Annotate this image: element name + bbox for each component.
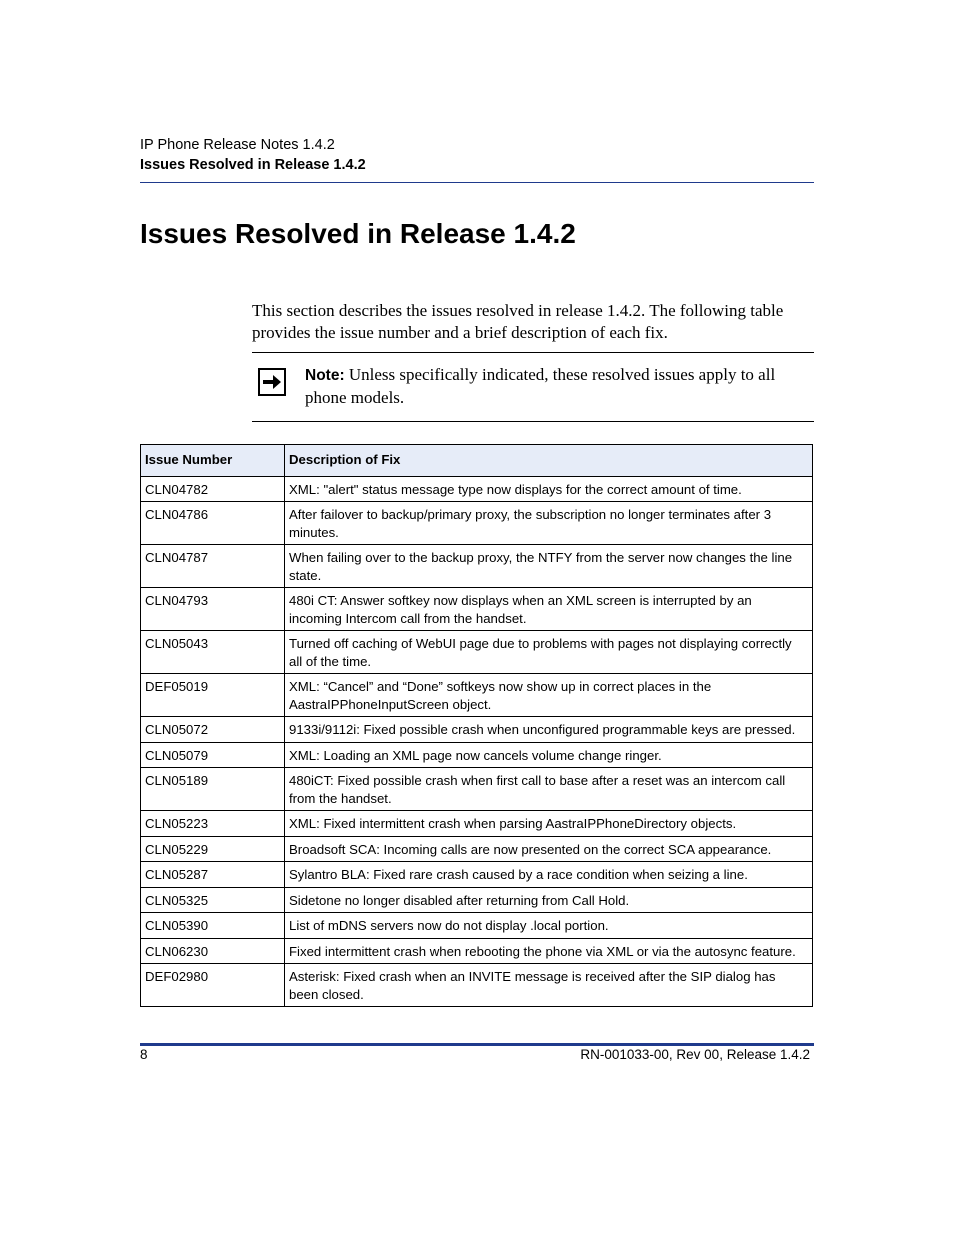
footer-divider — [140, 1043, 814, 1046]
description-cell: 480i CT: Answer softkey now displays when an XML screen is interrupted by an incoming Intercom call from the handset. — [285, 588, 813, 631]
table-row — [141, 631, 813, 674]
page-number: 8 — [140, 1047, 148, 1062]
table-row — [141, 887, 813, 913]
issue-number-cell: CLN05043 — [141, 631, 285, 674]
issue-number-cell: CLN04786 — [141, 502, 285, 545]
description-cell: Turned off caching of WebUI page due to problems with pages not displaying correctly all of the time. — [285, 631, 813, 674]
description-cell: XML: “Cancel” and “Done” softkeys now show up in correct places in the AastraIPPhoneInputScreen object. — [285, 674, 813, 717]
description-cell: Sidetone no longer disabled after returning from Call Hold. — [285, 887, 813, 913]
table-row — [141, 545, 813, 588]
table-row — [141, 836, 813, 862]
issue-number-cell: CLN05072 — [141, 717, 285, 743]
issue-number-cell: CLN04793 — [141, 588, 285, 631]
description-cell: Fixed intermittent crash when rebooting the phone via XML or via the autosync feature. — [285, 938, 813, 964]
description-cell: 480iCT: Fixed possible crash when first call to base after a reset was an intercom call from the handset. — [285, 768, 813, 811]
header-divider — [140, 182, 814, 183]
issue-number-cell: CLN04782 — [141, 476, 285, 502]
description-cell: After failover to backup/primary proxy, the subscription no longer terminates after 3 minutes. — [285, 502, 813, 545]
table-row — [141, 862, 813, 888]
issue-number-cell: CLN05325 — [141, 887, 285, 913]
header-section-title: Issues Resolved in Release 1.4.2 — [140, 157, 366, 173]
note — [305, 364, 810, 408]
issue-number-cell: CLN05189 — [141, 768, 285, 811]
intro-paragraph: This section describes the issues resolved in release 1.4.2. The following table provides the issue number and a brief description of each fix. — [252, 301, 784, 342]
issue-number-cell: CLN06230 — [141, 938, 285, 964]
issue-number-cell: CLN05223 — [141, 811, 285, 837]
description-cell: XML: Loading an XML page now cancels volume change ringer. — [285, 742, 813, 768]
issue-number-cell: CLN04787 — [141, 545, 285, 588]
issue-number-cell: CLN05287 — [141, 862, 285, 888]
note-divider-bottom — [252, 421, 814, 422]
table-row — [141, 674, 813, 717]
issues-table — [140, 444, 813, 1007]
note-label: Note: — [305, 367, 345, 384]
page-title: Issues Resolved in Release 1.4.2 — [140, 218, 576, 249]
table-row — [141, 768, 813, 811]
table-body — [141, 476, 813, 1007]
table-row — [141, 476, 813, 502]
doc-title: IP Phone Release Notes 1.4.2 — [140, 137, 335, 153]
table-row — [141, 811, 813, 837]
issue-number-cell: CLN05229 — [141, 836, 285, 862]
description-cell: XML: "alert" status message type now displays for the correct amount of time. — [285, 476, 813, 502]
issue-number-cell: CLN05390 — [141, 913, 285, 939]
document-reference: RN-001033-00, Rev 00, Release 1.4.2 — [580, 1047, 810, 1062]
column-header-description: Description of Fix — [285, 445, 813, 477]
table-row — [141, 717, 813, 743]
issue-number-cell: CLN05079 — [141, 742, 285, 768]
description-cell: 9133i/9112i: Fixed possible crash when unconfigured programmable keys are pressed. — [285, 717, 813, 743]
issue-number-cell: DEF05019 — [141, 674, 285, 717]
running-header — [140, 135, 814, 175]
description-cell: XML: Fixed intermittent crash when parsing AastraIPPhoneDirectory objects. — [285, 811, 813, 837]
description-cell: When failing over to the backup proxy, the NTFY from the server now changes the line state. — [285, 545, 813, 588]
description-cell: Asterisk: Fixed crash when an INVITE message is received after the SIP dialog has been closed. — [285, 964, 813, 1007]
table-row — [141, 938, 813, 964]
description-cell: Sylantro BLA: Fixed rare crash caused by a race condition when seizing a line. — [285, 862, 813, 888]
table-row — [141, 742, 813, 768]
note-divider-top — [252, 352, 814, 353]
table-header-row — [141, 445, 813, 477]
table-row — [141, 964, 813, 1007]
table-row — [141, 913, 813, 939]
description-cell: List of mDNS servers now do not display .local portion. — [285, 913, 813, 939]
column-header-issue-number: Issue Number — [141, 445, 285, 477]
arrow-right-icon — [258, 368, 286, 396]
issue-number-cell: DEF02980 — [141, 964, 285, 1007]
table-row — [141, 502, 813, 545]
table-row — [141, 588, 813, 631]
note-body: Unless specifically indicated, these resolved issues apply to all phone models. — [305, 365, 776, 407]
description-cell: Broadsoft SCA: Incoming calls are now presented on the correct SCA appearance. — [285, 836, 813, 862]
